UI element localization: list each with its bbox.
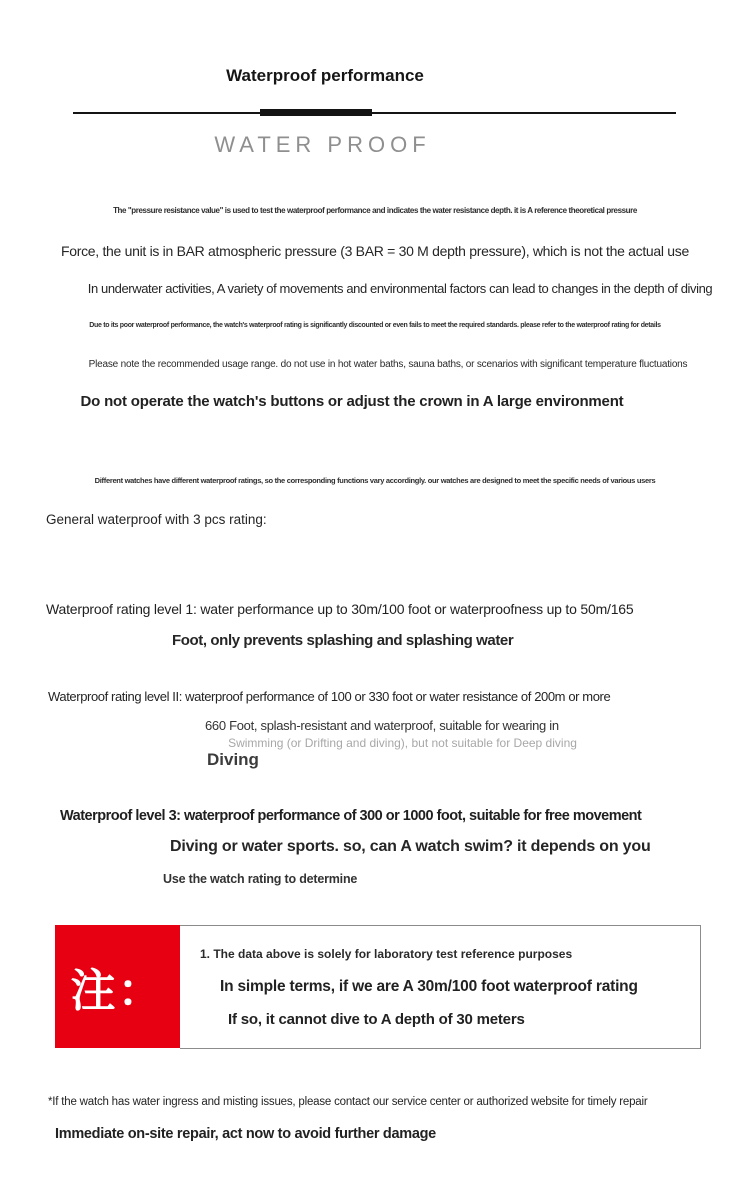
intro-crown-warning: Do not operate the watch's buttons or adjust the crown in A large environment (80, 393, 624, 410)
level2-line2: 660 Foot, splash-resistant and waterproof, suitable for wearing in (205, 718, 559, 733)
level1-line1: Waterproof rating level 1: water performance up to 30m/100 foot or waterproofness up to 50m/165 (46, 601, 634, 617)
intro-pressure-note: The "pressure resistance value" is used to test the waterproof performance and indicates the water resistance depth. it is A reference theoretical pressure (113, 206, 637, 215)
intro-usage-note: Please note the recommended usage range. do not use in hot water baths, sauna baths, or scenarios with significant temperature fluctuations (88, 359, 688, 370)
level2-clipped-line: Swimming (or Drifting and diving), but not suitable for Deep diving (228, 736, 577, 750)
level2-line3: Diving (207, 750, 259, 769)
header-divider-line (73, 112, 676, 114)
level3-line2: Diving or water sports. so, can A watch swim? it depends on you (170, 838, 651, 855)
note-item: If so, it cannot dive to A depth of 30 meters (228, 1011, 525, 1028)
note-box (55, 925, 701, 1049)
ratings-heading: General waterproof with 3 pcs rating: (46, 512, 267, 527)
note-item: 1. The data above is solely for laboratory test reference purposes (200, 947, 573, 961)
footer-service-note: *If the watch has water ingress and misting issues, please contact our service center or authorized website for timely repair (48, 1096, 648, 1108)
page-subtitle: WATER PROOF (214, 132, 431, 157)
level2-line1: Waterproof rating level II: waterproof performance of 100 or 330 foot or water resistance of 200m or more (48, 689, 611, 704)
footer-repair-line: Immediate on-site repair, act now to avoid further damage (55, 1126, 436, 1142)
level1-line2: Foot, only prevents splashing and splashing water (172, 632, 514, 649)
ratings-variety-note: Different watches have different waterproof ratings, so the corresponding functions vary accordingly. our watches are designed to meet the specific needs of various users (94, 476, 656, 485)
level3-line3: Use the watch rating to determine (163, 872, 358, 886)
note-item: In simple terms, if we are A 30m/100 foot waterproof rating (220, 978, 638, 995)
note-panel (180, 925, 701, 1049)
page-title: Waterproof performance (226, 66, 424, 85)
note-red-badge (55, 925, 180, 1048)
intro-discount-note: Due to its poor waterproof performance, the watch's waterproof rating is significantly discounted or even fails to meet the required standards. please refer to the waterproof rating for details (89, 322, 661, 329)
header-divider-accent (260, 109, 372, 116)
intro-bar-line: Force, the unit is in BAR atmospheric pressure (3 BAR = 30 M depth pressure), which is not the actual use (61, 243, 689, 259)
level3-line1: Waterproof level 3: waterproof performance of 300 or 1000 foot, suitable for free movement (60, 808, 642, 824)
note-label: 注： (70, 965, 165, 1016)
intro-underwater-line: In underwater activities, A variety of movements and environmental factors can lead to changes in the depth of diving (87, 281, 713, 296)
